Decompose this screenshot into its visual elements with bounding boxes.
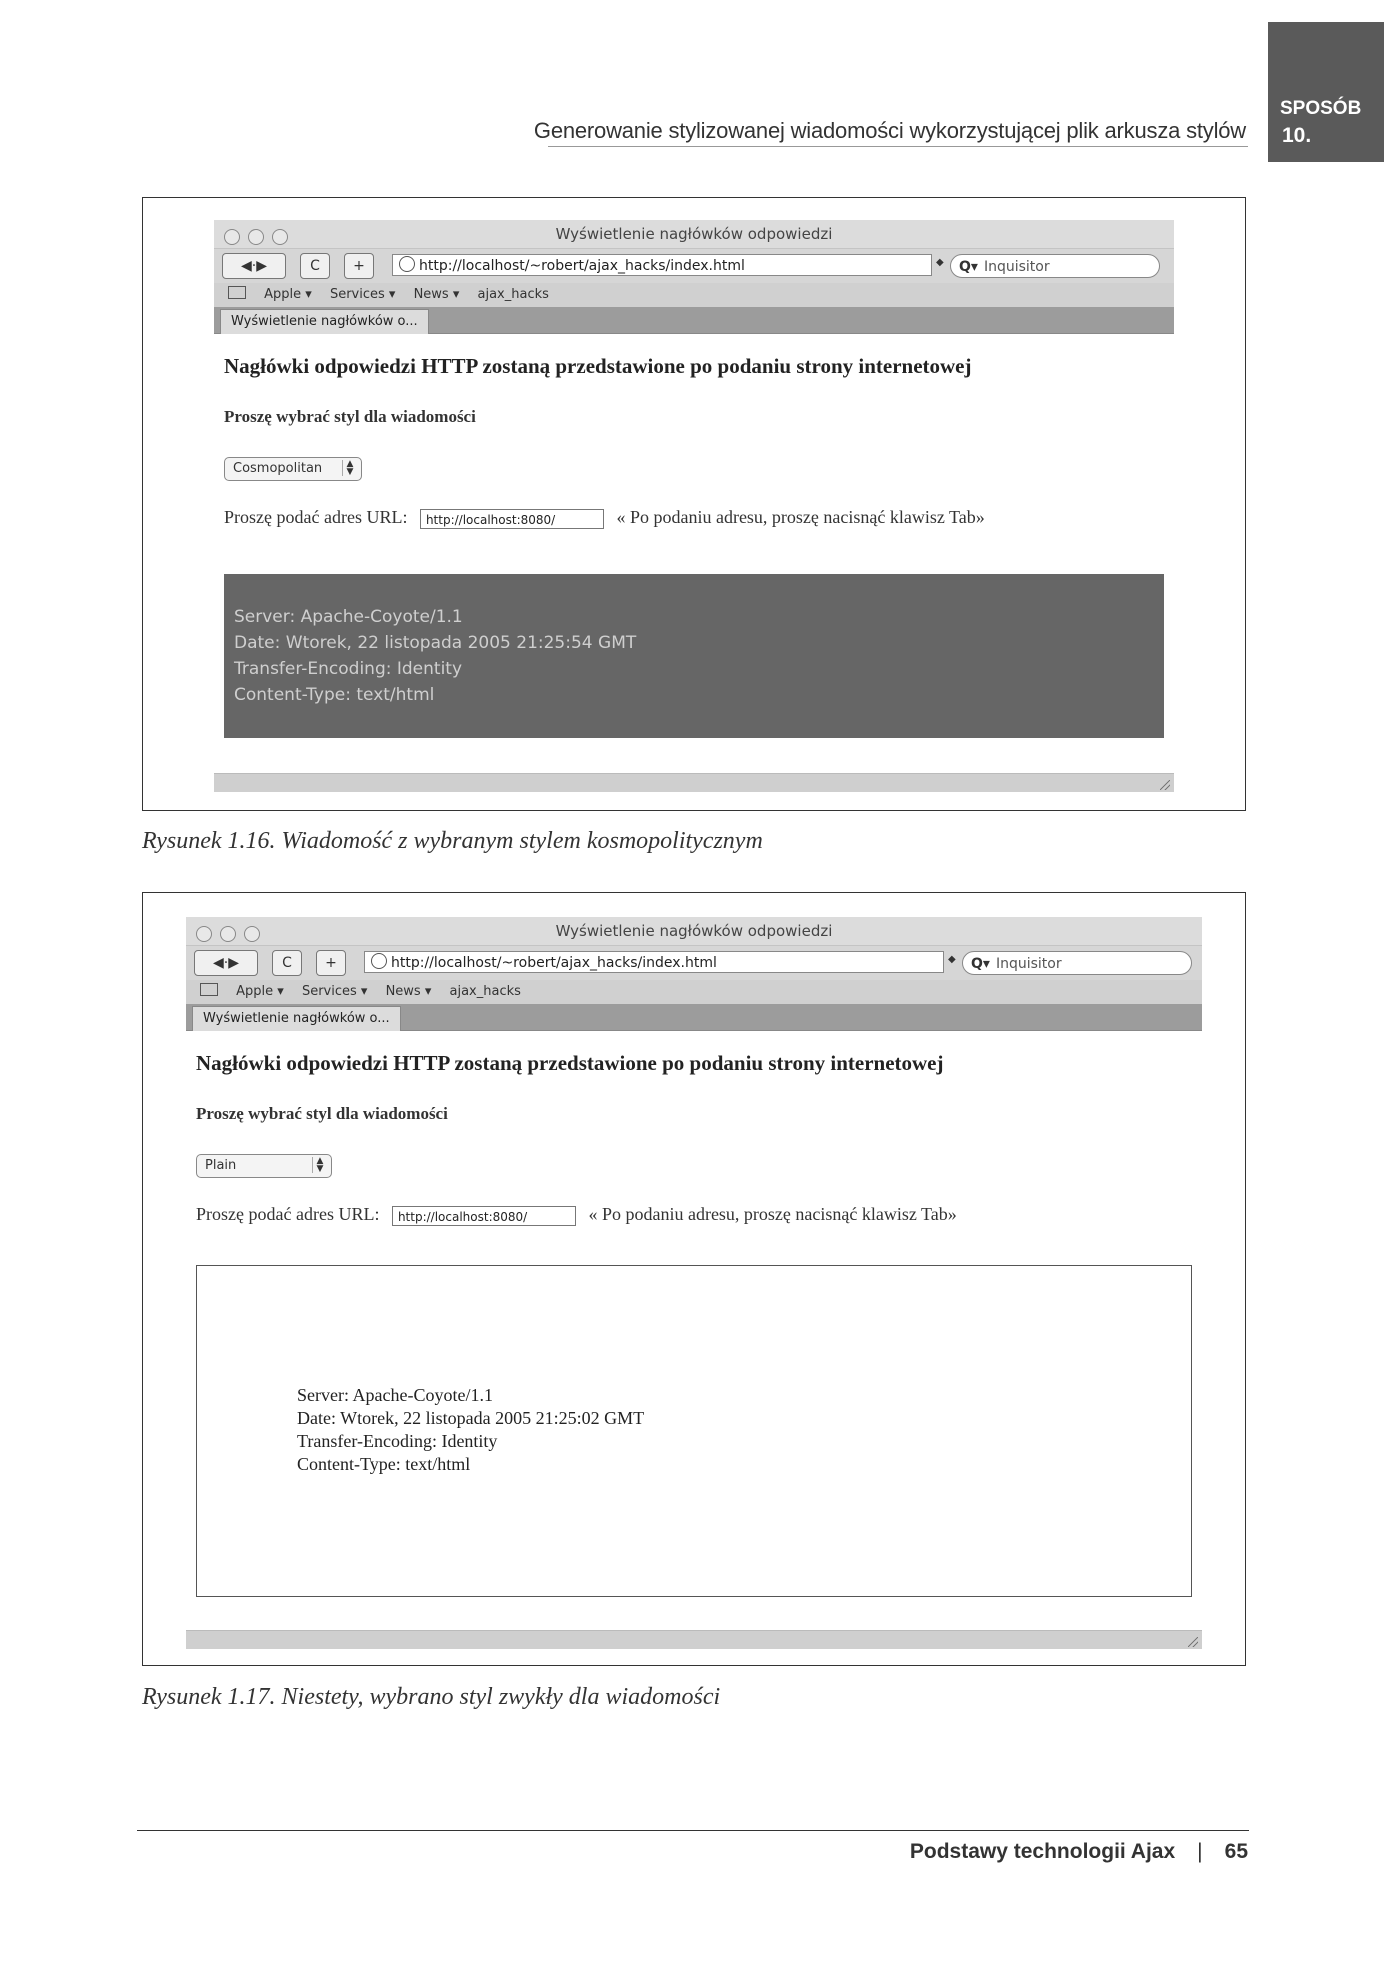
message-line-date: Date: Wtorek, 22 listopada 2005 21:25:02 GMT (297, 1408, 645, 1428)
select-arrows-icon: ▲ ▼ (312, 1157, 327, 1173)
window-titlebar (214, 220, 1174, 249)
reload-button[interactable]: C (272, 950, 302, 976)
tab-bar (214, 307, 1174, 334)
url-label: Proszę podać adres URL: (224, 507, 408, 527)
bookmark-ajax-hacks[interactable]: ajax_hacks (477, 287, 549, 302)
bookmark-services[interactable]: Services ▾ (301, 984, 368, 999)
page-footer (910, 1840, 1248, 1864)
bookmark-news[interactable]: News ▾ (385, 984, 432, 999)
page-heading: Nagłówki odpowiedzi HTTP zostaną przedstawione po podaniu strony internetowej (224, 354, 972, 378)
search-field[interactable] (962, 951, 1192, 975)
tab-bar (186, 1004, 1202, 1031)
url-input[interactable]: http://localhost:8080/ (392, 1206, 576, 1226)
search-icon: Q▾ (959, 259, 978, 275)
browser-tab[interactable]: Wyświetlenie nagłówków o... (192, 1006, 401, 1031)
address-url: http://localhost/~robert/ajax_hacks/index.html (391, 955, 717, 971)
window-title: Wyświetlenie nagłówków odpowiedzi (555, 225, 833, 243)
url-row (224, 507, 1164, 529)
window-titlebar (186, 917, 1202, 946)
bookmarks-bar (214, 283, 1174, 307)
chapter-tab-kicker: SPOSÓB (1280, 98, 1362, 119)
status-bar (214, 773, 1174, 792)
style-select-value: Cosmopolitan (233, 461, 323, 476)
page-number: 65 (1224, 1840, 1248, 1863)
browser-window (214, 220, 1174, 792)
search-placeholder: Inquisitor (983, 259, 1050, 275)
bookmark-services[interactable]: Services ▾ (329, 287, 396, 302)
url-hint: « Po podaniu adresu, proszę nacisnąć klawisz Tab» (616, 507, 985, 527)
bookmark-news[interactable]: News ▾ (413, 287, 460, 302)
add-bookmark-button[interactable]: + (316, 950, 346, 976)
back-arrow-icon[interactable]: ◀ (212, 955, 224, 971)
style-select[interactable] (224, 457, 362, 481)
message-line-content-type: Content-Type: text/html (297, 1454, 471, 1474)
bookmarks-bar (186, 980, 1202, 1004)
style-prompt: Proszę wybrać styl dla wiadomości (196, 1104, 448, 1123)
style-select[interactable] (196, 1154, 332, 1178)
chapter-tab-number: 10. (1282, 124, 1312, 147)
zoom-window-button[interactable] (244, 926, 260, 942)
bookmark-apple[interactable]: Apple ▾ (264, 287, 312, 302)
bookmarks-book-icon[interactable] (228, 286, 246, 299)
message-line-server: Server: Apache-Coyote/1.1 (234, 607, 463, 627)
footer-separator: | (1197, 1840, 1203, 1863)
bookmark-ajax-hacks[interactable]: ajax_hacks (449, 984, 521, 999)
search-icon: Q▾ (971, 956, 990, 972)
figure-1-caption: Rysunek 1.16. Wiadomość z wybranym stylem kosmopolitycznym (142, 828, 763, 854)
select-arrows-icon: ▲ ▼ (342, 460, 357, 476)
status-bar (186, 1630, 1202, 1649)
close-window-button[interactable] (224, 229, 240, 245)
bookmark-apple[interactable]: Apple ▾ (236, 984, 284, 999)
running-header-title: Generowanie stylizowanej wiadomości wykorzystującej plik arkusza stylów (533, 118, 1246, 143)
footer-rule (137, 1830, 1249, 1831)
page-content (186, 1031, 1202, 1226)
minimize-window-button[interactable] (248, 229, 264, 245)
page-content (214, 334, 1174, 529)
globe-icon (371, 953, 387, 969)
message-line-encoding: Transfer-Encoding: Identity (297, 1431, 498, 1451)
figure-2-caption: Rysunek 1.17. Niestety, wybrano styl zwykły dla wiadomości (142, 1684, 721, 1710)
url-hint: « Po podaniu adresu, proszę nacisnąć klawisz Tab» (588, 1204, 957, 1224)
back-forward-button[interactable]: ◀·▶ (194, 950, 258, 976)
header-rule (548, 146, 1248, 147)
url-row (196, 1204, 1192, 1226)
add-bookmark-button[interactable]: + (344, 253, 374, 279)
browser-window (186, 917, 1202, 1649)
bookmarks-book-icon[interactable] (200, 983, 218, 996)
message-line-content-type: Content-Type: text/html (234, 685, 435, 705)
figure-2-frame (142, 892, 1246, 1666)
browser-toolbar (186, 946, 1202, 980)
footer-book-title: Podstawy technologii Ajax (909, 1840, 1176, 1863)
snapback-icon[interactable]: ◆ (948, 954, 956, 965)
message-line-encoding: Transfer-Encoding: Identity (234, 659, 463, 679)
message-line-date: Date: Wtorek, 22 listopada 2005 21:25:54 GMT (234, 633, 637, 653)
style-prompt: Proszę wybrać styl dla wiadomości (224, 407, 476, 426)
plain-message-box (196, 1265, 1192, 1597)
window-title: Wyświetlenie nagłówków odpowiedzi (555, 922, 833, 940)
snapback-icon[interactable]: ◆ (936, 257, 944, 268)
address-bar[interactable] (364, 951, 944, 973)
back-forward-button[interactable]: ◀·▶ (222, 253, 286, 279)
chapter-tab (1268, 22, 1384, 162)
forward-arrow-icon[interactable]: ▶ (256, 258, 267, 274)
url-input[interactable]: http://localhost:8080/ (420, 509, 604, 529)
browser-toolbar (214, 249, 1174, 283)
globe-icon (399, 256, 415, 272)
address-url: http://localhost/~robert/ajax_hacks/index.html (419, 258, 745, 274)
close-window-button[interactable] (196, 926, 212, 942)
styled-message-box (224, 574, 1164, 738)
search-placeholder: Inquisitor (995, 956, 1062, 972)
url-label: Proszę podać adres URL: (196, 1204, 380, 1224)
minimize-window-button[interactable] (220, 926, 236, 942)
zoom-window-button[interactable] (272, 229, 288, 245)
browser-tab[interactable]: Wyświetlenie nagłówków o... (220, 309, 429, 334)
address-bar[interactable] (392, 254, 932, 276)
search-field[interactable] (950, 254, 1160, 278)
reload-button[interactable]: C (300, 253, 330, 279)
back-arrow-icon[interactable]: ◀ (240, 258, 252, 274)
message-line-server: Server: Apache-Coyote/1.1 (297, 1385, 493, 1405)
style-select-value: Plain (205, 1158, 237, 1173)
figure-1-frame (142, 197, 1246, 811)
page-heading: Nagłówki odpowiedzi HTTP zostaną przedstawione po podaniu strony internetowej (196, 1051, 944, 1075)
forward-arrow-icon[interactable]: ▶ (228, 955, 239, 971)
